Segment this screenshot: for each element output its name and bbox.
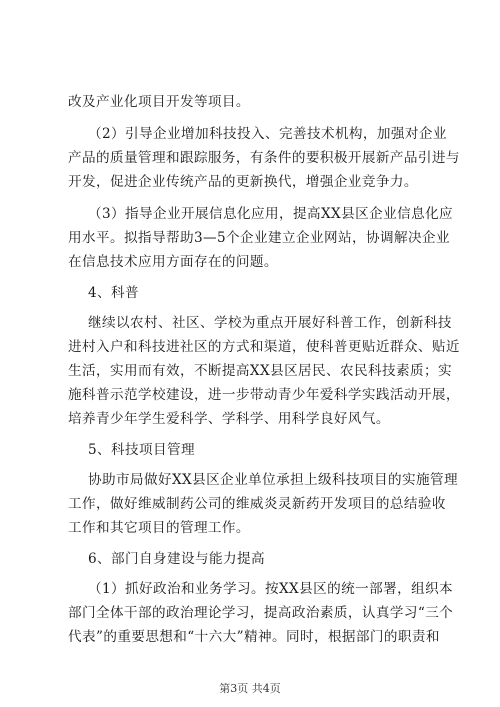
paragraph-6-line-3: 代表”的重要思想和“十六大”精神。同时，根据部门的职责和 [68, 629, 440, 645]
paragraph-4-line-1: 继续以农村、社区、学校为重点开展好科普工作，创新科技 [88, 315, 452, 331]
paragraph-3-line-3: 在信息技术应用方面存在的问题。 [68, 254, 278, 270]
paragraph-5-line-2: 工作，做好维威制药公司的维威炎灵新药开发项目的总结验收 [68, 496, 446, 512]
paragraph-2-line-2: 产品的质量管理和跟踪服务，有条件的要积极开展新产品引进与 [68, 150, 460, 166]
paragraph-2-line-1: （2）引导企业增加科技投入、完善技术机构，加强对企业 [88, 126, 447, 142]
paragraph-4-line-2: 进村入户和科技进社区的方式和渠道，使科普更贴近群众、贴近 [68, 339, 460, 355]
paragraph-4-line-5: 培养青少年学生爱科学、学科学、用科学良好风气。 [68, 411, 390, 427]
paragraph-5-line-3: 工作和其它项目的管理工作。 [68, 520, 250, 536]
paragraph-4-line-4: 施科普示范学校建设，进一步带动青少年爱科学实践活动开展， [68, 387, 460, 403]
section-heading-6: 6、部门自身建设与能力提高 [88, 551, 265, 567]
section-heading-5: 5、科技项目管理 [88, 442, 196, 458]
paragraph-5-line-1: 协助市局做好XX县区企业单位承担上级科技项目的实施管理 [88, 472, 458, 488]
paragraph-2-line-3: 开发，促进企业传统产品的更新换代，增强企业竞争力。 [68, 174, 418, 190]
paragraph-4-line-3: 生活，实用而有效，不断提高XX县区居民、农民科技素质；实 [68, 363, 452, 379]
paragraph-6-line-2: 部门全体干部的政治理论学习，提高政治素质，认真学习“三个 [68, 605, 454, 621]
paragraph-3-line-1: （3）指导企业开展信息化应用，提高XX县区企业信息化应 [88, 206, 454, 222]
paragraph-6-line-1: （1）抓好政治和业务学习。按XX县区的统一部署，组织本 [88, 581, 454, 597]
page-number-footer: 第3页 共4页 [219, 682, 281, 695]
text-line: 改及产业化项目开发等项目。 [68, 94, 250, 110]
paragraph-3-line-2: 用水平。拟指导帮助3—5个企业建立企业网站，协调解决企业 [68, 230, 450, 246]
section-heading-4: 4、科普 [88, 285, 140, 301]
